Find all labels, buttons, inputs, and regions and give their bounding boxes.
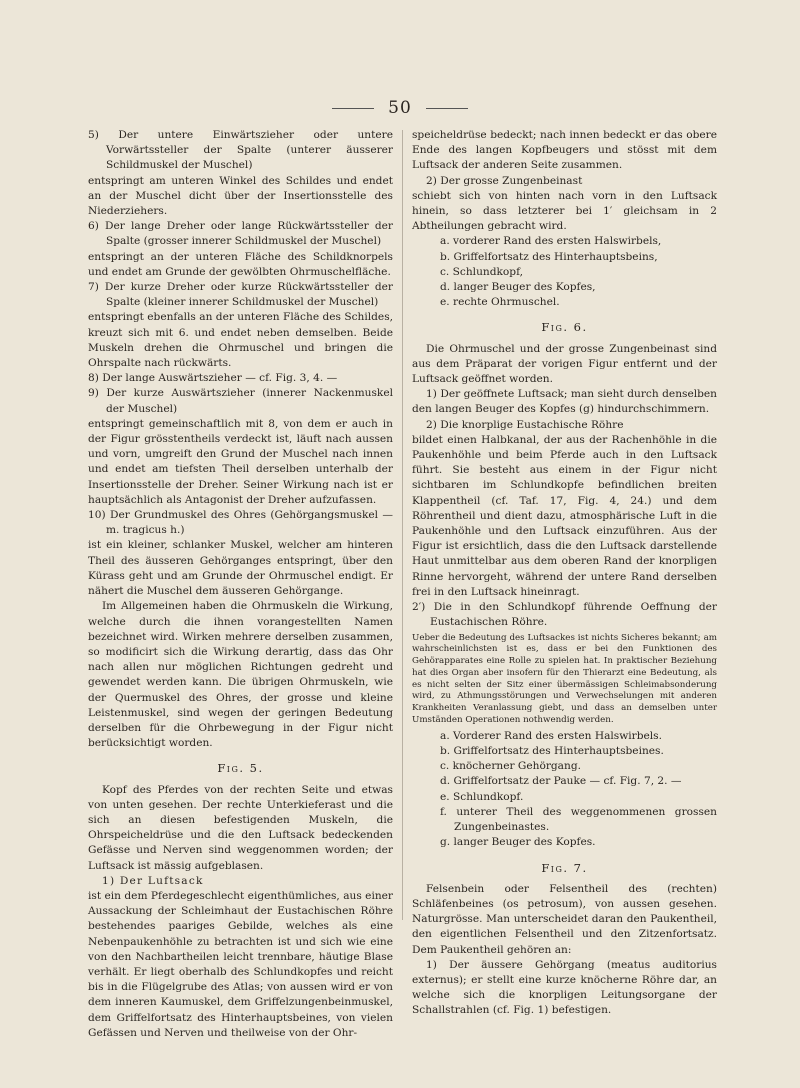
legend-item: b. Griffelfortsatz des Hinterhauptsbeines. (440, 745, 664, 758)
legend-item: g. langer Beuger des Kopfes. (440, 836, 596, 849)
paragraph: ist ein kleiner, schlanker Muskel, welcher am hinteren Theil des äusseren Gehörganges entspringt, über den Kürass geht und am Grunde der Ohrmuschel endigt. Er nähert die Muschel dem äusseren Gehörgange. (88, 539, 393, 598)
paragraph: Felsenbein oder Felsentheil des (rechten) Schläfenbeines (os petrosum), von aussen gesehen. Naturgrösse. Man unterscheidet daran den Paukentheil, den eigentlichen Felsentheil und den Zitzenfortsatz. Dem Paukentheil gehören an: (412, 882, 717, 956)
legend-item: d. langer Beuger des Kopfes, (440, 281, 596, 294)
legend-item: c. Schlundkopf, (440, 265, 523, 278)
page-number: 50 (388, 98, 412, 118)
legend-item: d. Griffelfortsatz der Pauke — cf. Fig. 7, 2. — (440, 775, 682, 788)
item-heading: 8) Der lange Auswärtszieher — cf. Fig. 3, 4. — (88, 372, 338, 385)
legend-item: f. unterer Theil des weggenommenen grossen Zungenbeinastes. (440, 805, 717, 834)
paragraph: entspringt gemeinschaftlich mit 8, von dem er auch in der Figur grösstentheils verdeckt ist, läuft nach aussen und vorn, umgreift den Grund der Muschel nach innen und endet am tiefsten Theil derselben unterhalb der Insertionsstelle der Dreher. Seiner Wirkung nach ist er hauptsächlich als Antagonist der Dreher aufzufassen. (88, 417, 393, 506)
paragraph: Kopf des Pferdes von der rechten Seite und etwas von unten gesehen. Der rechte Unterkieferast und die sich an diesen befestigenden Muskeln, die Ohrspeicheldrüse und die den Luftsack bedeckenden Gefässe und Nerven sind weggenommen worden; der Luftsack ist mässig aufgeblasen. (88, 783, 393, 872)
legend-item: a. vorderer Rand des ersten Halswirbels, (440, 235, 662, 248)
paragraph: schiebt sich von hinten nach vorn in den Luftsack hinein, so dass letzterer bei 1′ gleichsam in 2 Abtheilungen gebracht wird. (412, 189, 717, 233)
paragraph: 1) Der äussere Gehörgang (meatus auditorius externus); er stellt eine kurze knöcherne Röhre dar, an welche sich die knorpligen Leitungsorgane der Schallstrahlen (cf. Fig. 1) befestigen. (412, 958, 717, 1017)
figure-heading: Fig. 7. (541, 860, 588, 875)
paragraph: 2) Die knorplige Eustachische Röhre (426, 418, 624, 431)
figure-heading: Fig. 5. (217, 761, 264, 776)
legend-item: b. Griffelfortsatz des Hinterhauptsbeins, (440, 250, 658, 263)
paragraph: Im Allgemeinen haben die Ohrmuskeln die Wirkung, welche durch die ihnen vorangestellten Namen bezeichnet wird. Wirken mehrere derselben zusammen, so modificirt sich die Wirkung derartig, dass das Ohr nach allen nur möglichen Richtungen gedreht und gewendet werden kann. Die übrigen Ohrmuskeln, wie der Quermuskel des Ohres, der grosse und kleine Leistenmuskel, sind wegen der geringen Bedeutung derselben für die Ohrbewegung in der Figur nicht berücksichtigt worden. (88, 600, 393, 750)
left-column (88, 128, 393, 1041)
paragraph: Die Ohrmuschel und der grosse Zungenbeinast sind aus dem Präparat der vorigen Figur entfernt und der Luftsack geöffnet worden. (412, 342, 717, 386)
paragraph: 1) Der Luftsack (102, 874, 204, 887)
legend-item: e. rechte Ohrmuschel. (440, 296, 560, 309)
legend-list (412, 729, 717, 851)
figure-heading: Fig. 6. (541, 320, 588, 335)
header-rule-right (426, 108, 468, 109)
column-divider (402, 130, 403, 920)
header-rule-left (332, 108, 374, 109)
paragraph: entspringt an der unteren Fläche des Schildknorpels und endet am Grunde der gewölbten Ohrmuschelfläche. (88, 250, 393, 278)
paragraph: 1) Der geöffnete Luftsack; man sieht durch denselben den langen Beuger des Kopfes (g) hindurchschimmern. (412, 388, 717, 416)
item-heading: 2′) Die in den Schlundkopf führende Oeffnung der Eustachischen Röhre. (412, 601, 717, 629)
footnote: Ueber die Bedeutung des Luftsackes ist nichts Sicheres bekannt; am wahrscheinlichsten ist es, dass er bei den Funktionen des Gehörapparates eine Rolle zu spielen hat. In praktischer Beziehung hat dies Organ aber insofern für den Thierarzt eine Bedeutung, als es nicht selten der Sitz einer übermässigen Schleimabsonderung wird, zu Athmungsstörungen und Verwechselungen mit anderen Krankheiten Veranlassung giebt, und dass an demselben unter Umständen Operationen nothwendig werden. (412, 632, 717, 726)
item-heading: 9) Der kurze Auswärtszieher (innerer Nackenmuskel der Muschel) (88, 387, 393, 415)
paragraph: speicheldrüse bedeckt; nach innen bedeckt er das obere Ende des langen Kopfbeugers und stösst mit dem Luftsack der anderen Seite zusammen. (412, 129, 717, 172)
legend-item: e. Schlundkopf. (440, 790, 524, 803)
paragraph: bildet einen Halbkanal, der aus der Rachenhöhle in die Paukenhöhle und beim Pferde auch in den Luftsack führt. Sie besteht aus einem in der Figur nicht sichtbaren im Schlundkopfe befindlichen breiten Klappentheil (cf. Taf. 17, Fig. 4, 24.) und dem Röhrentheil und dient dazu, atmosphärische Luft in die Paukenhöhle und den Luftsack einzuführen. Aus der Figur ist ersichtlich, dass die den Luftsack darstellende Haut unmittelbar aus dem oberen Rand der knorpligen Rinne hervorgeht, während der untere Rand derselben frei in den Luftsack hineinragt. (412, 433, 717, 598)
paragraph: 2) Der grosse Zungenbeinast (426, 174, 583, 187)
paragraph: entspringt am unteren Winkel des Schildes und endet an der Muschel dicht über der Insertionsstelle des Niederziehers. (88, 174, 393, 218)
item-heading: 10) Der Grundmuskel des Ohres (Gehörgangsmuskel — m. tragicus h.) (88, 509, 393, 537)
paragraph: ist ein dem Pferdegeschlecht eigenthümliches, aus einer Aussackung der Schleimhaut der Eustachischen Röhre bestehendes paariges Gebilde, welches als eine Nebenpaukenhöhle zu betrachten ist und sich wie eine von den Nachbartheilen leicht trennbare, häutige Blase verhält. Er liegt oberhalb des Schlundkopfes und reicht bis in die Flügelgrube des Atlas; von aussen wird er von dem inneren Kaumuskel, dem Griffelzungenbeinmuskel, dem Griffelfortsatz des Hinterhauptsbeines, von vielen Gefässen und Nerven und theilweise von der Ohr- (88, 889, 393, 1039)
legend-item: c. knöcherner Gehörgang. (440, 760, 581, 773)
page-header (0, 98, 800, 118)
item-heading: 5) Der untere Einwärtszieher oder untere Vorwärtssteller der Spalte (unterer äusserer Schildmuskel der Muschel) (88, 129, 393, 172)
right-column (412, 128, 717, 1019)
item-heading: 6) Der lange Dreher oder lange Rückwärtssteller der Spalte (grosser innerer Schildmuskel der Muschel) (88, 220, 393, 248)
legend-item: a. Vorderer Rand des ersten Halswirbels. (440, 729, 662, 742)
legend-list (412, 234, 717, 310)
paragraph: entspringt ebenfalls an der unteren Fläche des Schildes, kreuzt sich mit 6. und endet neben demselben. Beide Muskeln drehen die Ohrmuschel und bringen die Ohrspalte nach rückwärts. (88, 311, 393, 370)
item-heading: 7) Der kurze Dreher oder kurze Rückwärtssteller der Spalte (kleiner innerer Schildmuskel der Muschel) (88, 281, 393, 309)
